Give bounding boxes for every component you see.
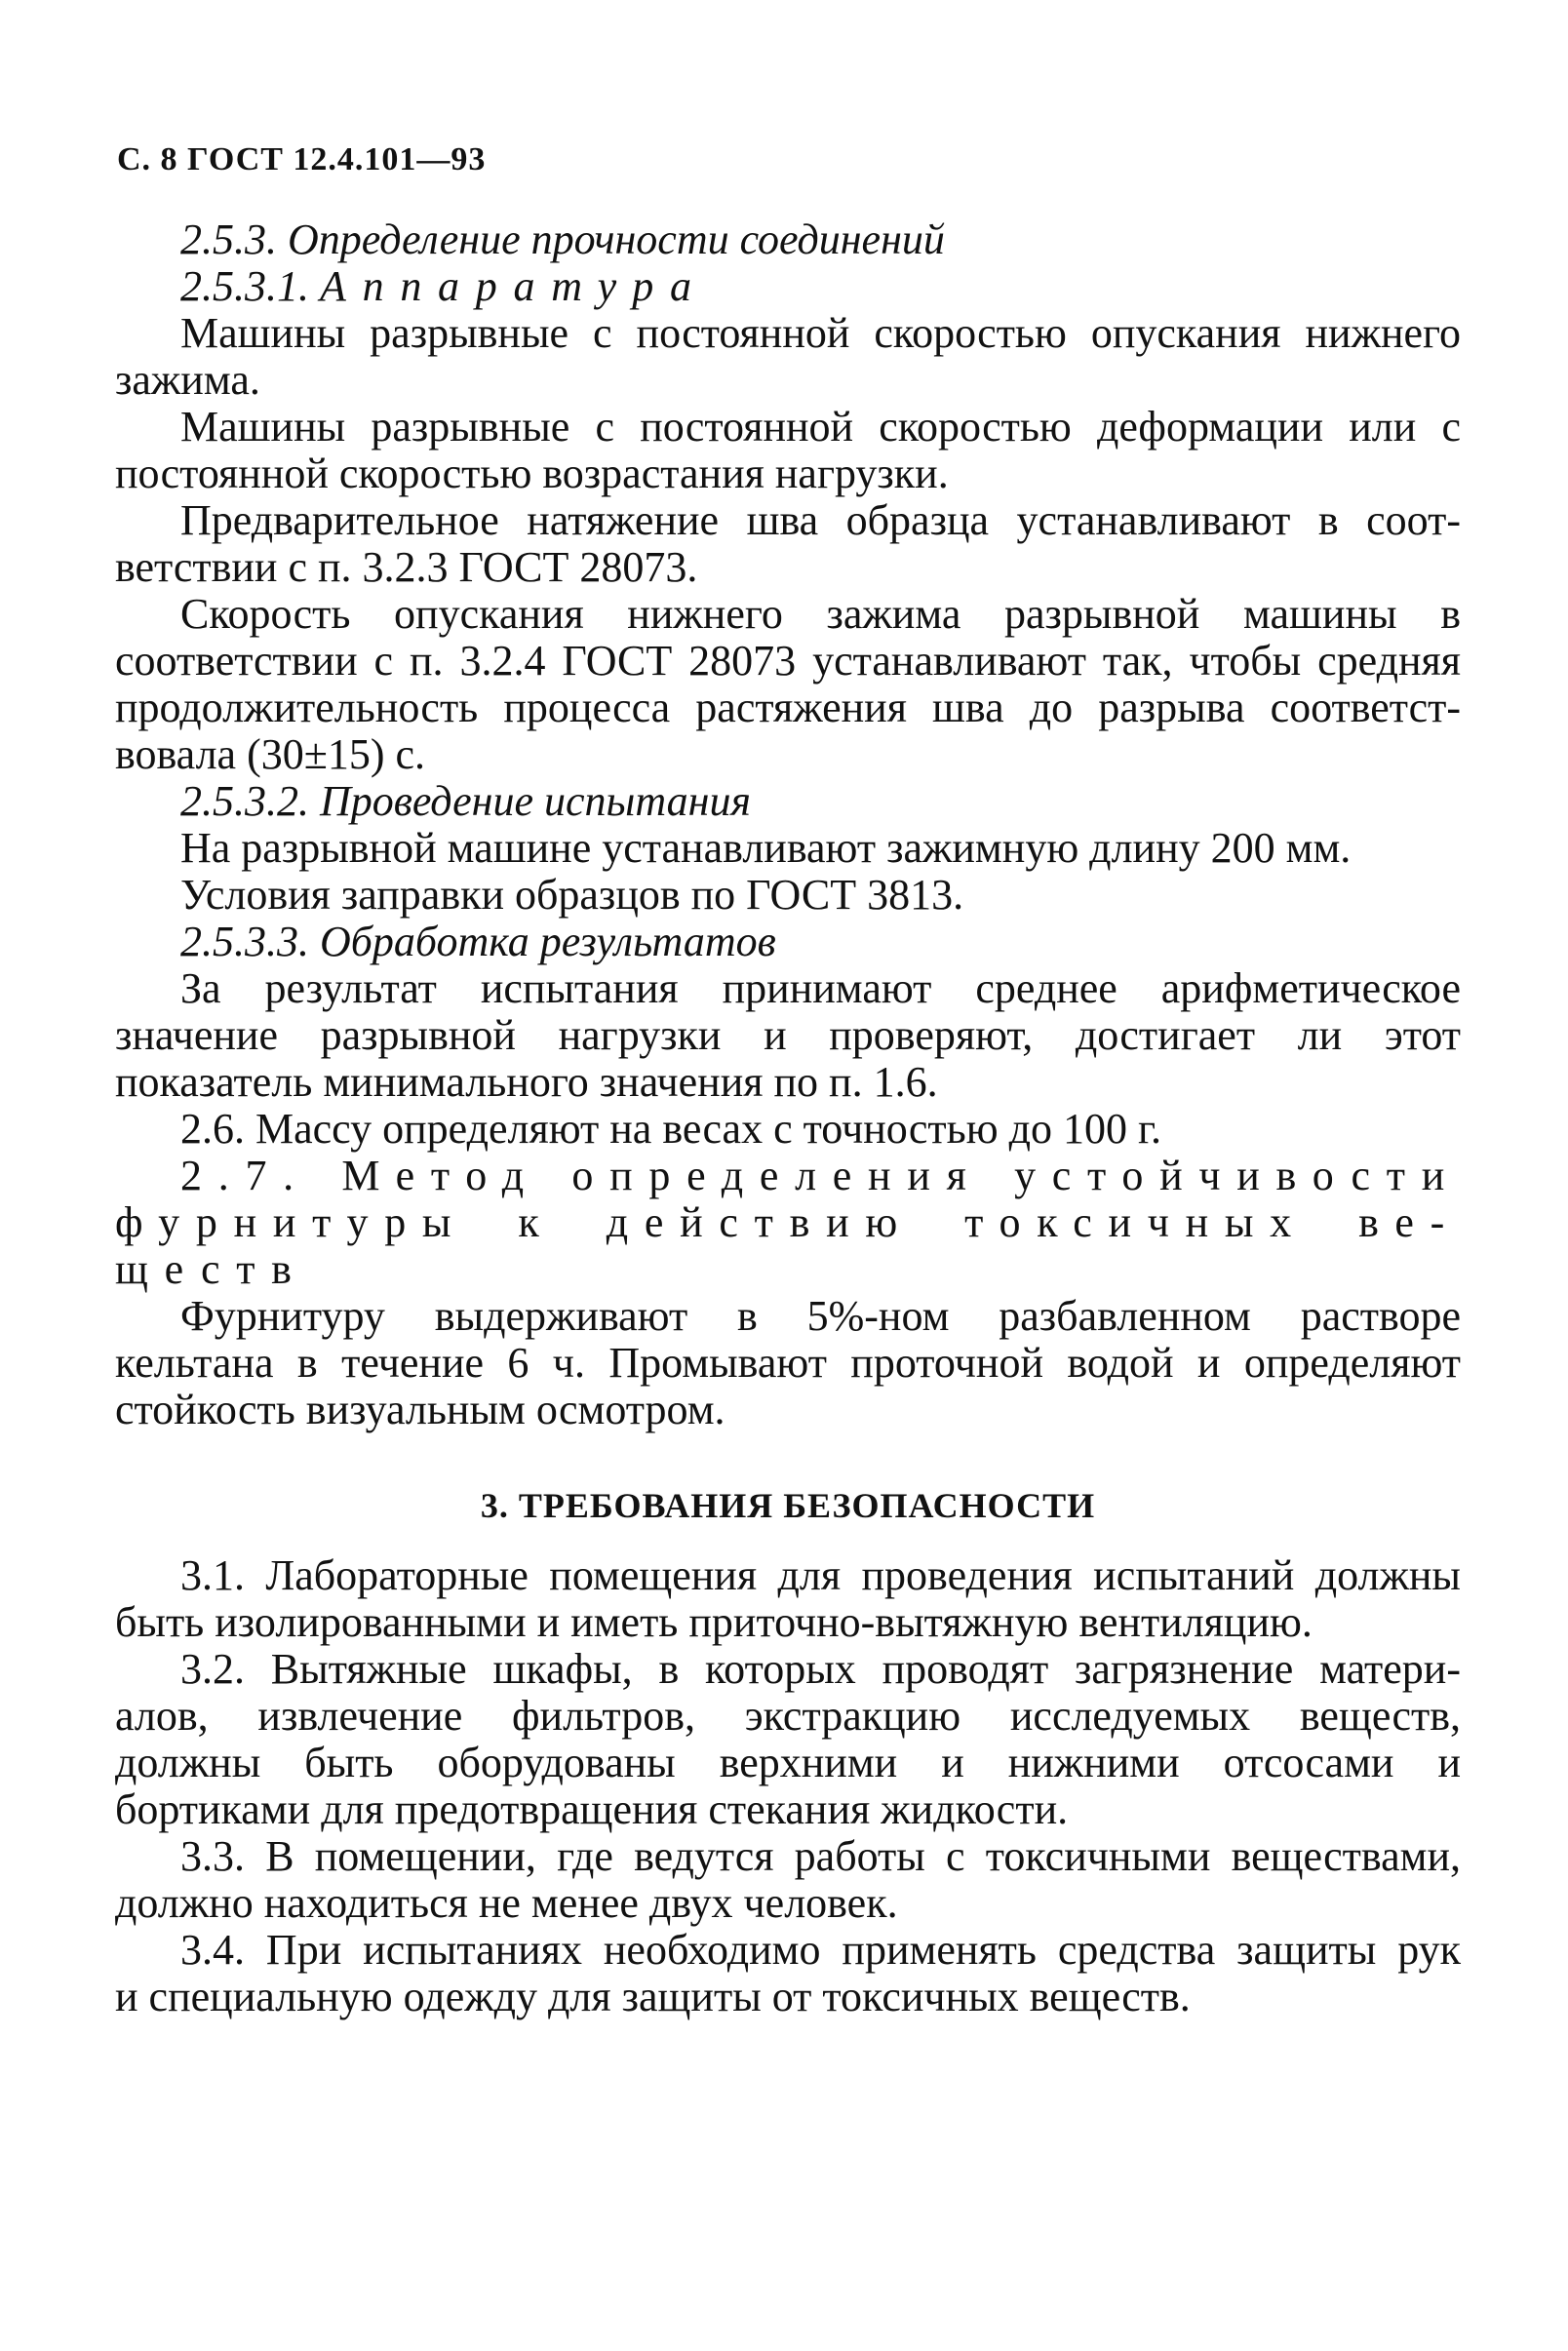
section-3-heading: 3. ТРЕБОВАНИЯ БЕЗОПАСНОСТИ [480, 1486, 1096, 1525]
text-line: постоянной скоростью возрастания нагрузки. [115, 450, 949, 497]
text-line: продолжительность процесса растяжения шва до разрыва соответст- [115, 684, 1461, 731]
text-line: Условия заправки образцов по ГОСТ 3813. [180, 871, 964, 919]
text-line: показатель минимального значения по п. 1.6. [115, 1058, 938, 1106]
section-2-5-3-title: 2.5.3. Определение прочности соединений [180, 216, 945, 263]
section-2-7-title-cont: фурнитуры к действию токсичных ве- [115, 1198, 1461, 1246]
text-line: Машины разрывные с постоянной скоростью опускания нижнего [180, 309, 1461, 357]
text-line: вовала (30±15) с. [115, 730, 426, 778]
text-line: зажима. [115, 356, 260, 404]
text-line: На разрывной машине устанавливают зажимную длину 200 мм. [180, 824, 1352, 872]
text-line: бортиками для предотвращения стекания жидкости. [115, 1785, 1069, 1833]
text-line: 3.1. Лабораторные помещения для проведения испытаний должны [180, 1551, 1461, 1599]
text-line: соответствии с п. 3.2.4 ГОСТ 28073 устанавливают так, чтобы средняя [115, 637, 1461, 685]
section-2-5-3-1-heading [180, 263, 1461, 310]
section-2-7-title-end: ществ [115, 1245, 308, 1293]
text-line: Фурнитуру выдерживают в 5%-ном разбавленном растворе [180, 1292, 1461, 1340]
text-line: ветствии с п. 3.2.3 ГОСТ 28073. [115, 543, 698, 591]
text-line: стойкость визуальным осмотром. [115, 1386, 725, 1433]
section-2-5-3-2-title: 2.5.3.2. Проведение испытания [180, 777, 751, 825]
section-2-7-title: 2.7. Метод определения устойчивости [180, 1152, 1461, 1199]
text-line: алов, извлечение фильтров, экстракцию исследуемых веществ, [115, 1692, 1461, 1740]
text-line: должно находиться не менее двух человек. [115, 1879, 898, 1927]
text-line: Предварительное натяжение шва образца устанавливают в соот- [180, 496, 1461, 544]
text-line: кельтана в течение 6 ч. Промывают проточной водой и определяют [115, 1339, 1461, 1387]
text-line: 3.3. В помещении, где ведутся работы с токсичными веществами, [180, 1832, 1461, 1880]
text-line: и специальную одежду для защиты от токсичных веществ. [115, 1973, 1191, 2020]
section-2-6: 2.6. Массу определяют на весах с точностью до 100 г. [180, 1105, 1162, 1153]
text-line: значение разрывной нагрузки и проверяют, достигает ли этот [115, 1011, 1461, 1059]
page-header: С. 8 ГОСТ 12.4.101—93 [117, 141, 487, 177]
text-line: 3.2. Вытяжные шкафы, в которых проводят загрязнение матери- [180, 1645, 1461, 1693]
text-line: Скорость опускания нижнего зажима разрывной машины в [180, 590, 1461, 638]
text-line: За результат испытания принимают среднее арифметическое [180, 964, 1461, 1012]
section-number: 2.5.3.1. [180, 262, 309, 310]
text-line: 3.4. При испытаниях необходимо применять средства защиты рук [180, 1926, 1461, 1974]
text-line: Машины разрывные с постоянной скоростью деформации или с [180, 403, 1461, 451]
section-2-5-3-3-title: 2.5.3.3. Обработка результатов [180, 918, 776, 965]
section-title-spaced: Аппаратура [320, 262, 708, 310]
text-line: быть изолированными и иметь приточно-вытяжную вентиляцию. [115, 1598, 1313, 1646]
text-line: должны быть оборудованы верхними и нижними отсосами и [115, 1739, 1461, 1786]
